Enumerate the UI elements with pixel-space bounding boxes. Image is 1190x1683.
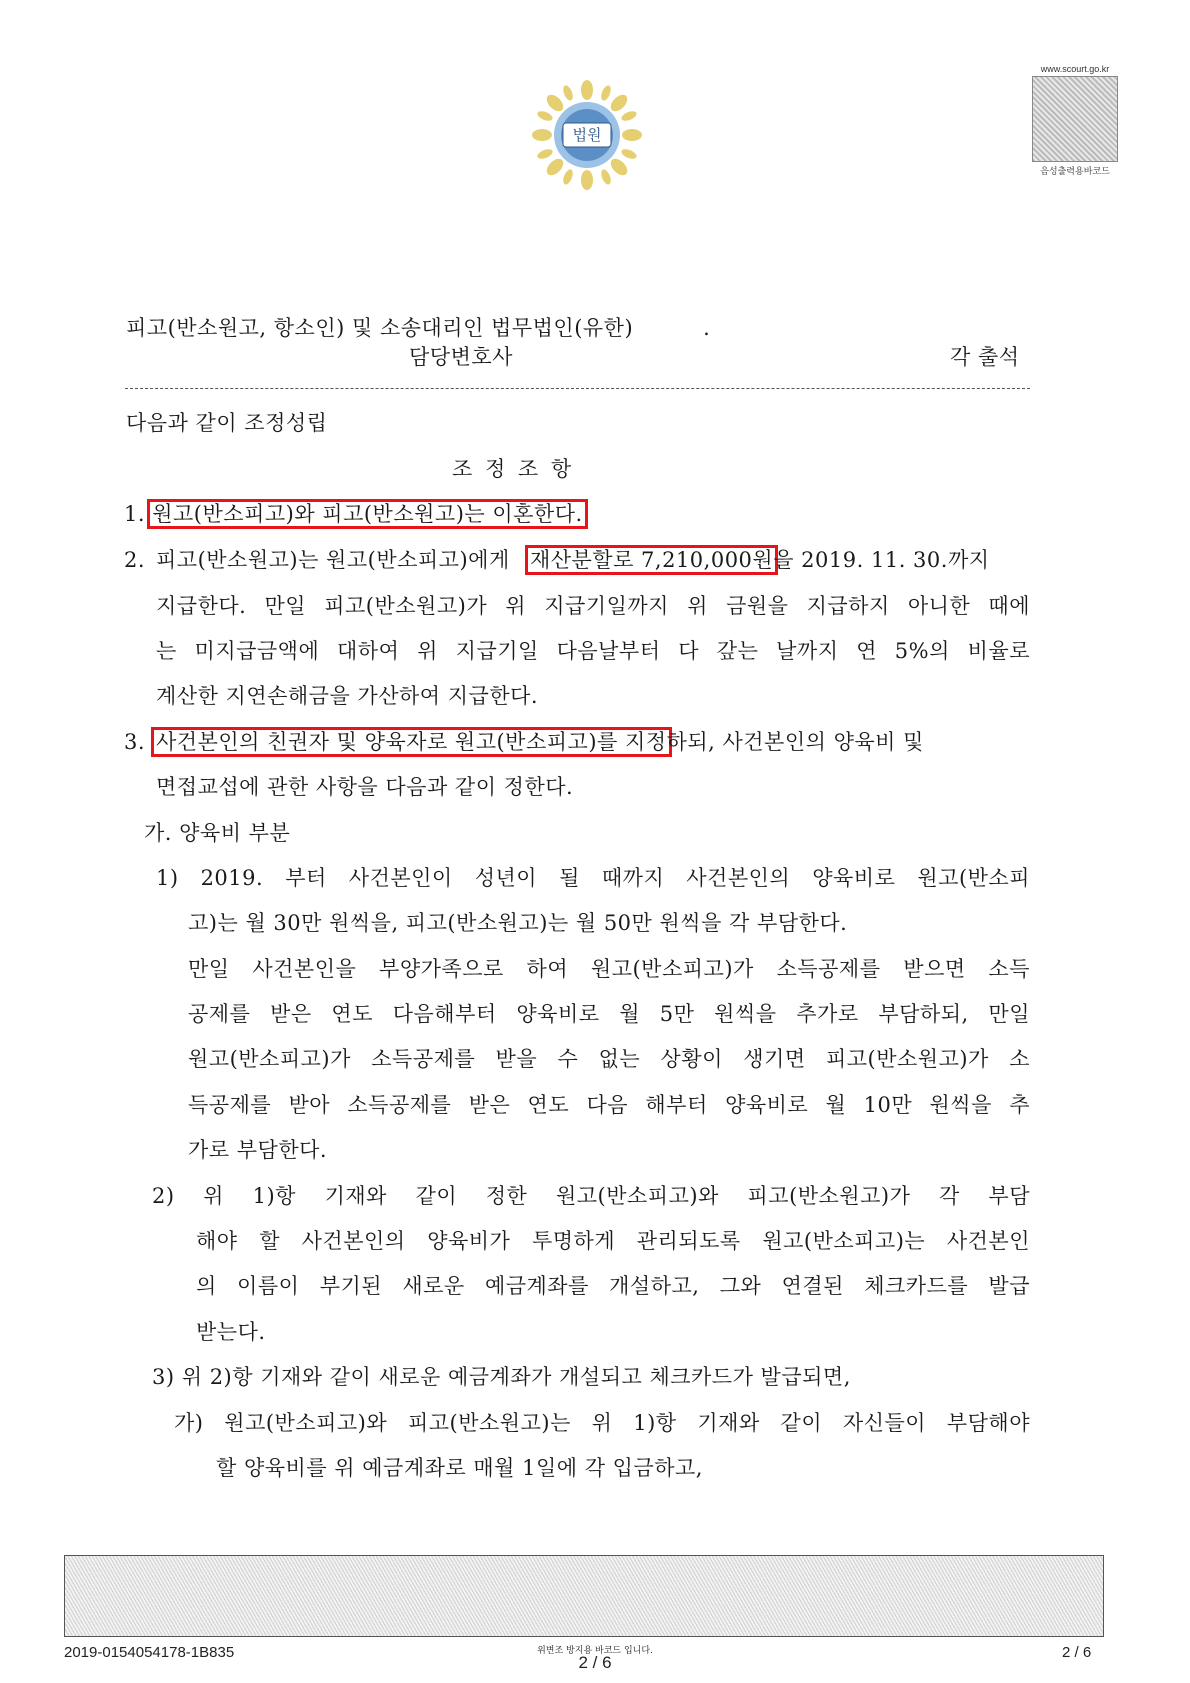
item-2-line-3: 는 미지급금액에 대하여 위 지급기일 다음날부터 다 갚는 날까지 연 5%의 비율로: [156, 639, 1030, 663]
parties-line-2: 담당변호사: [409, 345, 513, 369]
item-2-line-1: [156, 546, 1030, 574]
page-number-center: 2 / 6: [578, 1653, 612, 1672]
section-heading: 조 정 조 항: [452, 457, 575, 481]
seal-text: 법원: [572, 126, 602, 144]
site-url: www.scourt.go.kr: [1040, 64, 1110, 74]
sub-1-line-1: 1) 2019. 부터 사건본인이 성년이 될 때까지 사건본인의 양육비로 원고(반소피: [156, 866, 1030, 890]
item-3-line-1: [156, 728, 924, 756]
court-seal: [532, 80, 642, 190]
item-3-post: 하되, 사건본인의 양육비 및: [666, 730, 924, 754]
item-3-line-2: 면접교섭에 관한 사항을 다음과 같이 정한다.: [156, 775, 574, 799]
sub-2-line-3: 의 이름이 부기된 새로운 예금계좌를 개설하고, 그와 연결된 체크카드를 발급: [196, 1274, 1030, 1298]
sub-1-line-4: 공제를 받은 연도 다음해부터 양육비로 월 5만 원씩을 추가로 부담하되, 만일: [188, 1002, 1030, 1026]
attendance-label: 각 출석: [950, 345, 1020, 369]
item-2-post: 을 2019. 11. 30.까지: [773, 548, 990, 572]
sub-2-line-2: 해야 할 사건본인의 양육비가 투명하게 관리되도록 원고(반소피고)는 사건본인: [196, 1229, 1030, 1253]
document-id: 2019-0154054178-1B835: [64, 1644, 235, 1661]
anti-forgery-barcode: [64, 1555, 1104, 1637]
sub-3-ga-line-2: 할 양육비를 위 예금계좌로 매월 1일에 각 입금하고,: [216, 1456, 703, 1480]
item-2-pre: 피고(반소원고)는 원고(반소피고)에게: [156, 548, 510, 572]
item-2-line-4: 계산한 지연손해금을 가산하여 지급한다.: [156, 684, 539, 708]
item-2-highlight: 재산분할로 7,210,000원: [525, 545, 778, 575]
item-3-number: 3.: [124, 730, 146, 754]
voice-barcode-image: [1032, 76, 1118, 162]
sub-1-line-2: 고)는 월 30만 원씩을, 피고(반소원고)는 월 50만 원씩을 각 부담한다.: [188, 911, 848, 935]
section-ga: 가. 양육비 부분: [144, 821, 291, 845]
barcode-caption: 음성출력용바코드: [1040, 167, 1110, 177]
sub-3-ga-line-1: 가) 원고(반소피고)와 피고(반소원고)는 위 1)항 기재와 같이 자신들이 부담해야: [174, 1411, 1030, 1435]
item-2-number: 2.: [124, 548, 146, 572]
item-2-line-2: 지급한다. 만일 피고(반소원고)가 위 지급기일까지 위 금원을 지급하지 아니한 때에: [156, 594, 1030, 618]
parties-line-1-text: 피고(반소원고, 항소인) 및 소송대리인 법무법인(유한): [126, 316, 634, 340]
page-number-right: 2 / 6: [1062, 1644, 1092, 1661]
item-1-highlight: 원고(반소피고)와 피고(반소원고)는 이혼한다.: [147, 499, 587, 529]
sub-1-line-5: 원고(반소피고)가 소득공제를 받을 수 없는 상황이 생기면 피고(반소원고)가 소: [188, 1047, 1030, 1071]
intro-line: 다음과 같이 조정성립: [126, 411, 328, 435]
forgery-notice: 위변조 방지용 바코드 입니다.: [537, 1646, 653, 1656]
item-1: [124, 500, 583, 528]
sub-1-line-3: 만일 사건본인을 부양가족으로 하여 원고(반소피고)가 소득공제를 받으면 소득: [188, 957, 1030, 981]
sub-2-line-1: 2) 위 1)항 기재와 같이 정한 원고(반소피고)와 피고(반소원고)가 각 부담: [152, 1184, 1030, 1208]
sub-1-line-7: 가로 부담한다.: [188, 1138, 328, 1162]
item-3-highlight: 사건본인의 친권자 및 양육자로 원고(반소피고)를 지정: [151, 727, 672, 757]
sub-2-line-4: 받는다.: [196, 1320, 266, 1344]
parties-line-1: [126, 314, 710, 342]
parties-line-1-dot: .: [703, 316, 711, 340]
item-1-number: 1.: [124, 502, 146, 526]
sub-3-line-1: 3) 위 2)항 기재와 같이 새로운 예금계좌가 개설되고 체크카드가 발급되면,: [152, 1365, 851, 1389]
dashed-divider: [125, 388, 1030, 389]
sub-1-line-6: 득공제를 받아 소득공제를 받은 연도 다음 해부터 양육비로 월 10만 원씩을 추: [188, 1093, 1030, 1117]
